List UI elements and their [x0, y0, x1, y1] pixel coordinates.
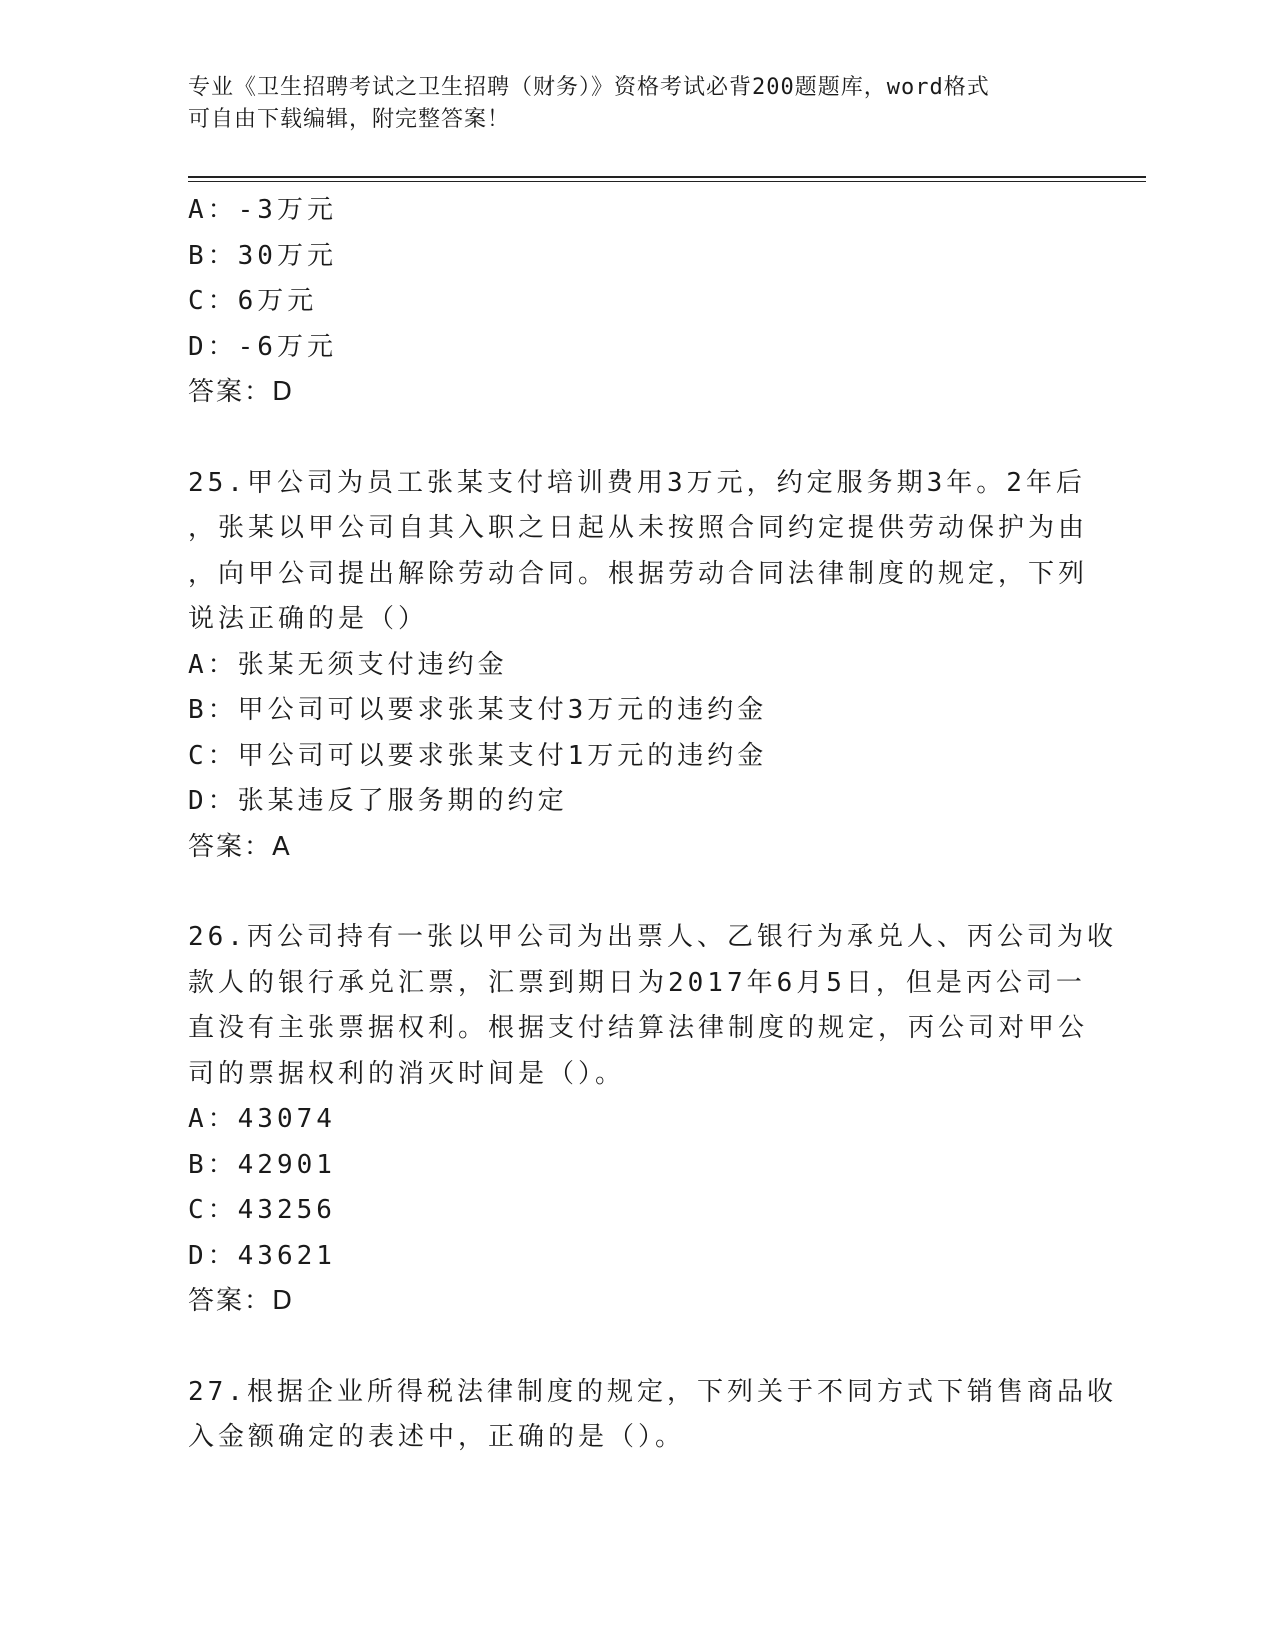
- question-text-line: 司的票据权利的消灭时间是（）。: [188, 1058, 626, 1089]
- question-text-line: ，向甲公司提出解除劳动合同。根据劳动合同法律制度的规定，下列: [188, 558, 1089, 589]
- option-a: A：张某无须支付违约金: [188, 649, 508, 680]
- question-24: [188, 188, 1088, 416]
- question-text-line: 25.甲公司为员工张某支付培训费用3万元，约定服务期3年。2年后: [188, 467, 1086, 498]
- option-c: C：甲公司可以要求张某支付1万元的违约金: [188, 740, 768, 771]
- option-b: B：42901: [188, 1149, 336, 1180]
- option-a: A：43074: [188, 1104, 336, 1134]
- header-line-1: 专业《卫生招聘考试之卫生招聘（财务）》资格考试必背200题题库，word格式: [188, 75, 990, 100]
- page-header: [188, 72, 1068, 136]
- option-a: A：-3万元: [188, 195, 337, 225]
- header-divider: [188, 176, 1146, 182]
- question-27: [188, 1370, 1117, 1461]
- question-list: [188, 188, 1117, 1461]
- question-text-line: 入金额确定的表述中，正确的是（）。: [188, 1422, 686, 1452]
- question-text-line: ，张某以甲公司自其入职之日起从未按照合同约定提供劳动保护为由: [188, 513, 1089, 543]
- question-text-line: 说法正确的是（）: [188, 604, 429, 634]
- option-c: C：6万元: [188, 286, 318, 316]
- option-b: B：30万元: [188, 240, 337, 271]
- option-b: B：甲公司可以要求张某支付3万元的违约金: [188, 695, 768, 725]
- question-text-line: 直没有主张票据权利。根据支付结算法律制度的规定，丙公司对甲公: [188, 1013, 1089, 1043]
- question-text-line: 27.根据企业所得税法律制度的规定，下列关于不同方式下销售商品收: [188, 1376, 1117, 1407]
- question-text-line: 款人的银行承兑汇票，汇票到期日为2017年6月5日，但是丙公司一: [188, 967, 1086, 998]
- option-d: D：43621: [188, 1240, 336, 1271]
- answer: 答案：D: [188, 1286, 295, 1316]
- option-d: D：张某违反了服务期的约定: [188, 786, 568, 816]
- header-line-2: 可自由下载编辑，附完整答案！: [188, 107, 511, 132]
- option-d: D：-6万元: [188, 331, 337, 362]
- question-25: [188, 461, 1088, 871]
- option-c: C：43256: [188, 1195, 336, 1225]
- answer: 答案：A: [188, 831, 292, 862]
- question-26: [188, 915, 1117, 1325]
- answer: 答案：D: [188, 377, 295, 407]
- question-text-line: 26.丙公司持有一张以甲公司为出票人、乙银行为承兑人、丙公司为收: [188, 922, 1117, 952]
